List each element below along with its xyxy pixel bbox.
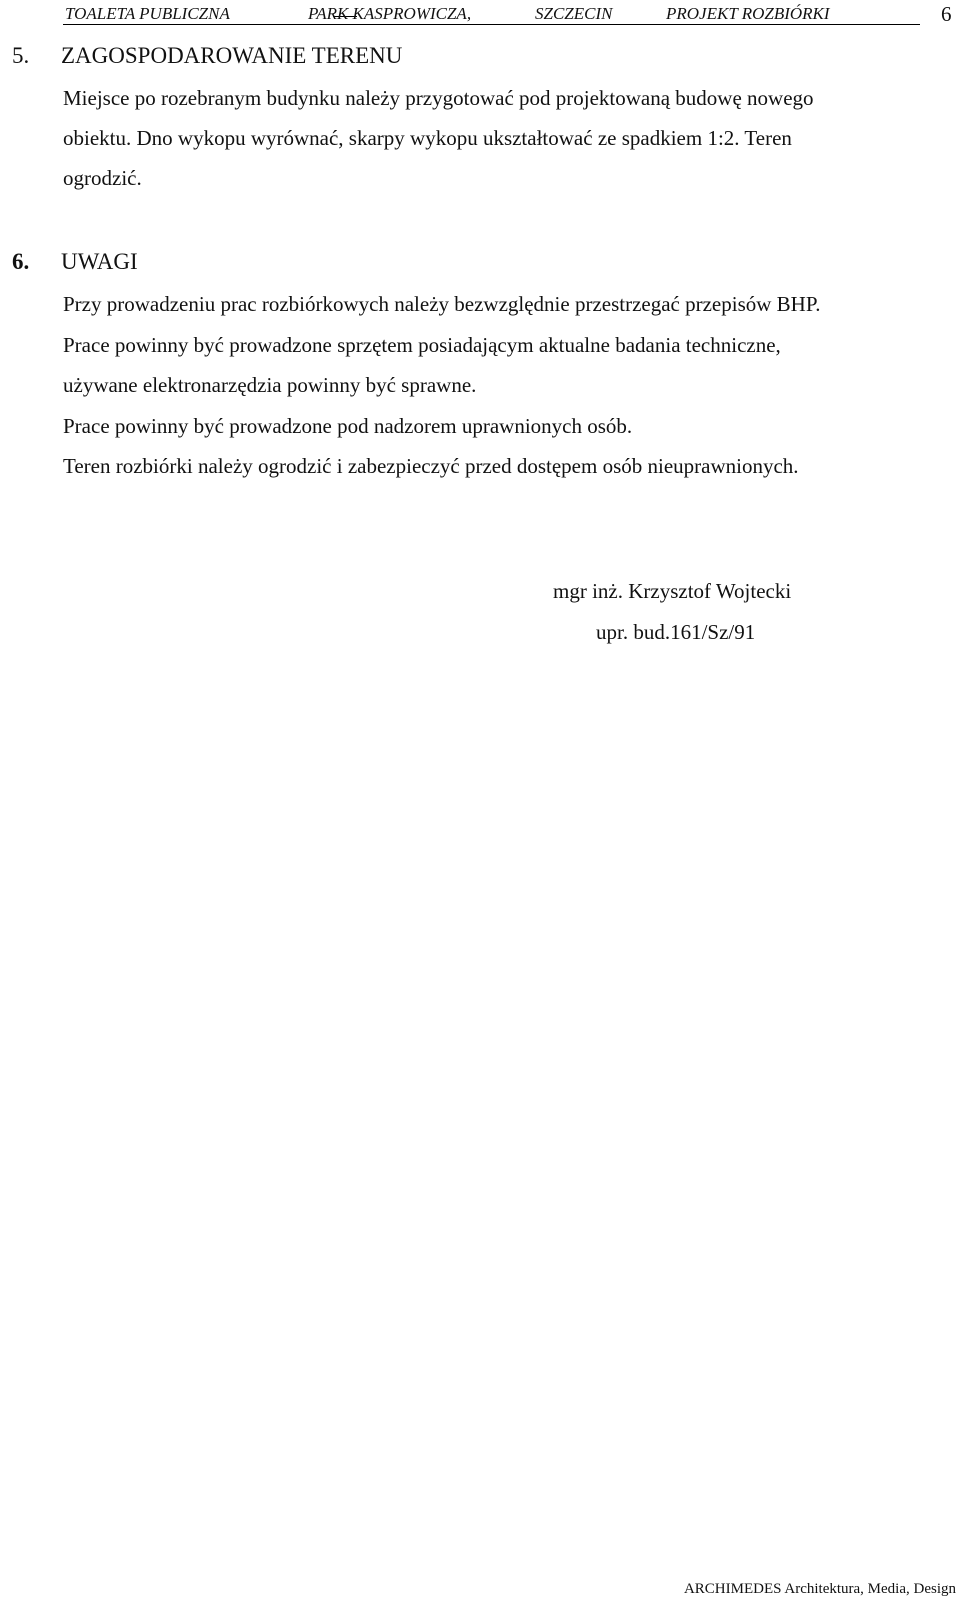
paragraph-line: Prace powinny być prowadzone pod nadzorem uprawnionych osób.	[63, 414, 633, 438]
section-heading	[12, 43, 402, 69]
section-title: ZAGOSPODAROWANIE TERENU	[61, 43, 403, 68]
header-city: SZCZECIN	[535, 4, 613, 23]
page-number: 6	[941, 2, 952, 26]
paragraph-line: Miejsce po rozebranym budynku należy przygotować pod projektowaną budowę nowego	[63, 86, 814, 110]
section-number: 5.	[12, 43, 30, 68]
header-document-type: PROJEKT ROZBIÓRKI	[666, 4, 830, 23]
paragraph-line: Prace powinny być prowadzone sprzętem posiadającym aktualne badania techniczne,	[63, 333, 781, 357]
section-title: UWAGI	[61, 249, 138, 274]
header-location: PARK KASPROWICZA,	[308, 4, 472, 23]
header-project-name: TOALETA PUBLICZNA	[65, 4, 230, 23]
page-footer: ARCHIMEDES Architektura, Media, Design	[683, 1581, 956, 1597]
paragraph-line: Przy prowadzeniu prac rozbiórkowych należy bezwzględnie przestrzegać przepisów BHP.	[63, 292, 821, 316]
section-number: 6.	[12, 249, 30, 274]
paragraph-line: ogrodzić.	[63, 166, 142, 190]
paragraph-line: używane elektronarzędzia powinny być sprawne.	[63, 373, 477, 397]
page-header	[63, 2, 920, 25]
signature-name: mgr inż. Krzysztof Wojtecki	[553, 579, 792, 603]
paragraph-line: Teren rozbiórki należy ogrodzić i zabezpieczyć przed dostępem osób nieuprawnionych.	[63, 454, 799, 478]
section-heading	[12, 249, 138, 275]
signature-license: upr. bud.161/Sz/91	[596, 620, 756, 644]
paragraph-line: obiektu. Dno wykopu wyrównać, skarpy wykopu ukształtować ze spadkiem 1:2. Teren	[63, 126, 792, 150]
